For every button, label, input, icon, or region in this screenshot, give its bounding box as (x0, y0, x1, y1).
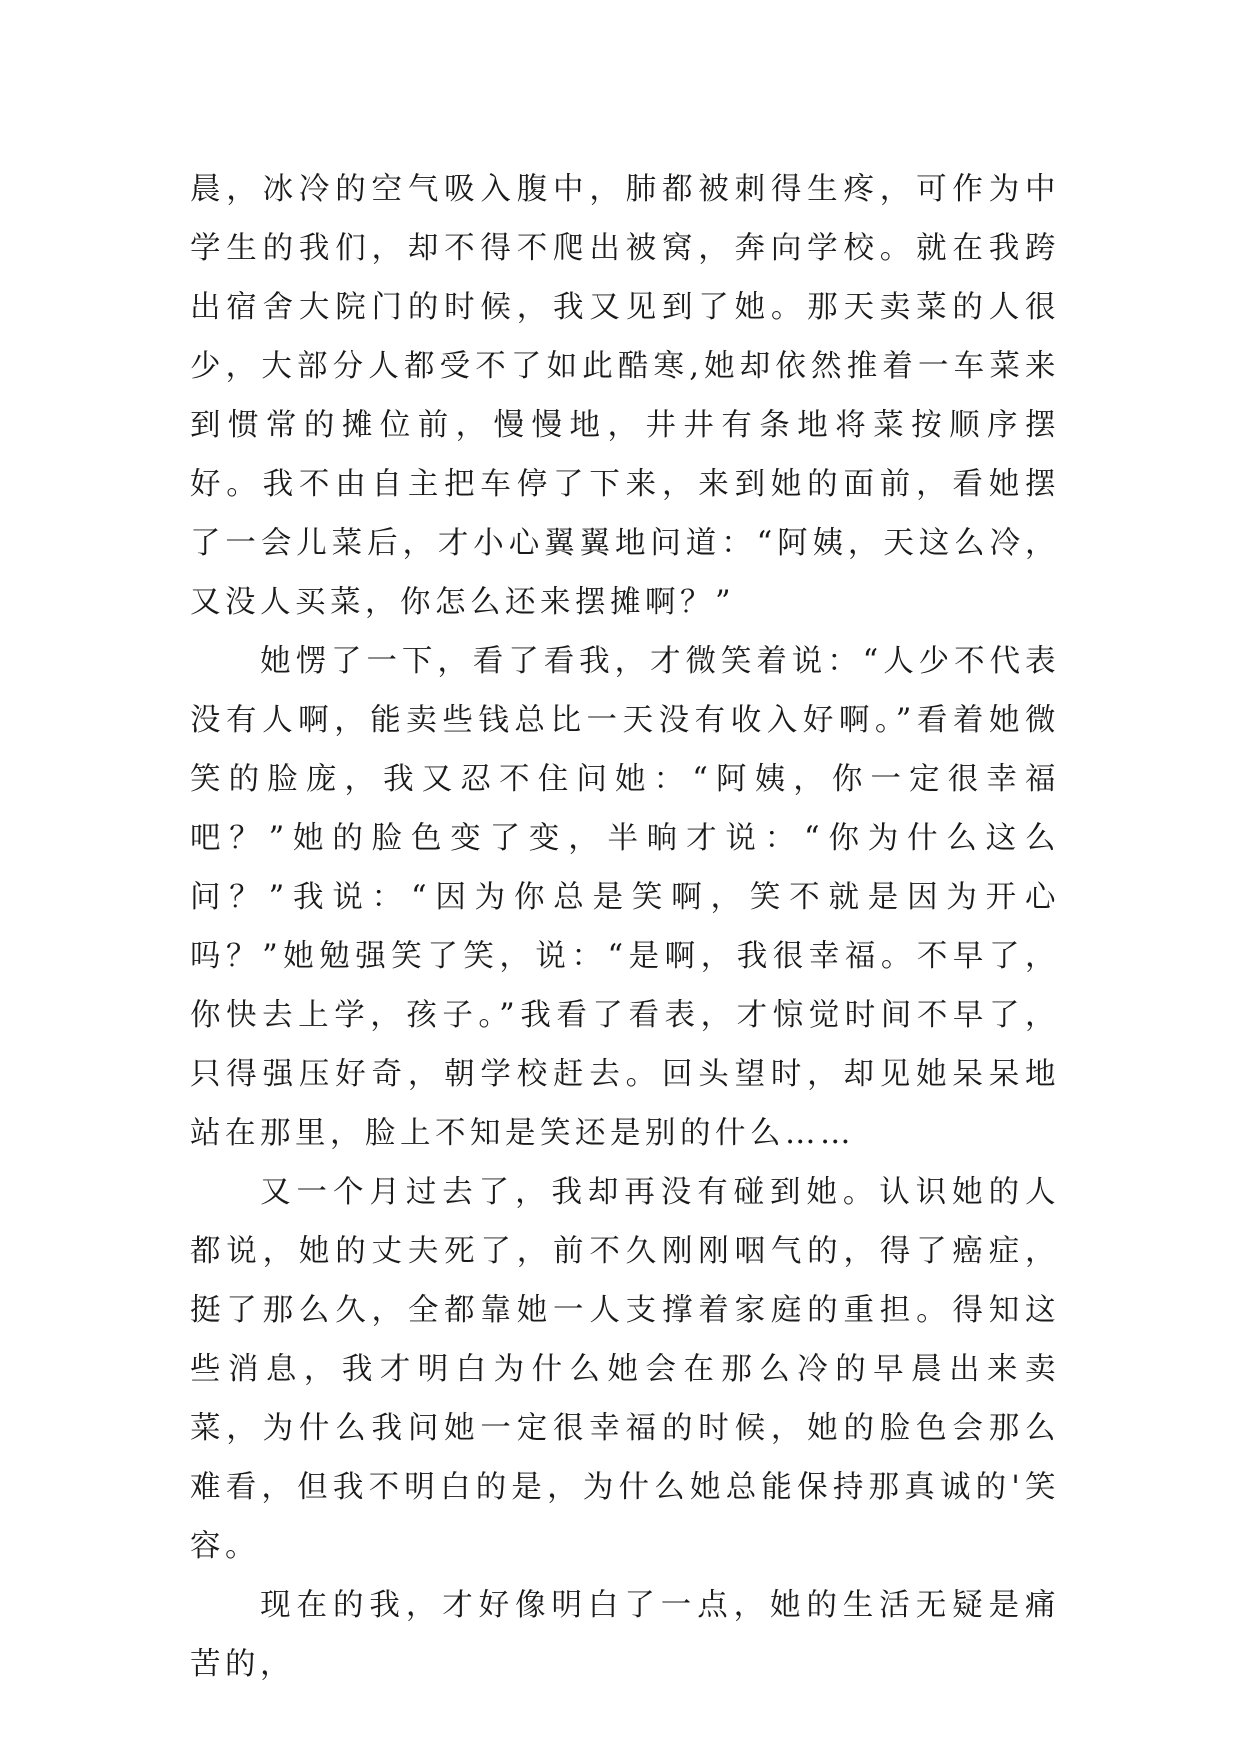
article-body (190, 160, 1060, 1694)
paragraph-1: 晨，冰冷的空气吸入腹中，肺都被刺得生疼，可作为中学生的我们，却不得不爬出被窝，奔向学校。就在我跨出宿舍大院门的时候，我又见到了她。那天卖菜的人很少，大部分人都受不了如此酷寒,她却依然推着一车菜来到惯常的摊位前，慢慢地，井井有条地将菜按顺序摆好。我不由自主把车停了下来，来到她的面前，看她摆了一会儿菜后，才小心翼翼地问道：“阿姨，天这么冷，又没人买菜，你怎么还来摆摊啊？” (190, 172, 1060, 620)
paragraph-2: 她愣了一下，看了看我，才微笑着说：“人少不代表没有人啊，能卖些钱总比一天没有收入好啊。”看着她微笑的脸庞，我又忍不住问她：“阿姨，你一定很幸福吧？”她的脸色变了变，半晌才说：“你为什么这么问？”我说：“因为你总是笑啊，笑不就是因为开心吗？”她勉强笑了笑，说：“是啊，我很幸福。不早了，你快去上学，孩子。”我看了看表，才惊觉时间不早了，只得强压好奇，朝学校赶去。回头望时，却见她呆呆地站在那里，脸上不知是笑还是别的什么…… (190, 644, 1060, 1151)
paragraph-4: 现在的我，才好像明白了一点，她的生活无疑是痛苦的， (190, 1588, 1060, 1682)
paragraph-3: 又一个月过去了，我却再没有碰到她。认识她的人都说，她的丈夫死了，前不久刚刚咽气的，得了癌症，挺了那么久，全都靠她一人支撑着家庭的重担。得知这些消息，我才明白为什么她会在那么冷的早晨出来卖菜，为什么我问她一定很幸福的时候，她的脸色会那么难看，但我不明白的是，为什么她总能保持那真诚的'笑容。 (190, 1175, 1060, 1564)
